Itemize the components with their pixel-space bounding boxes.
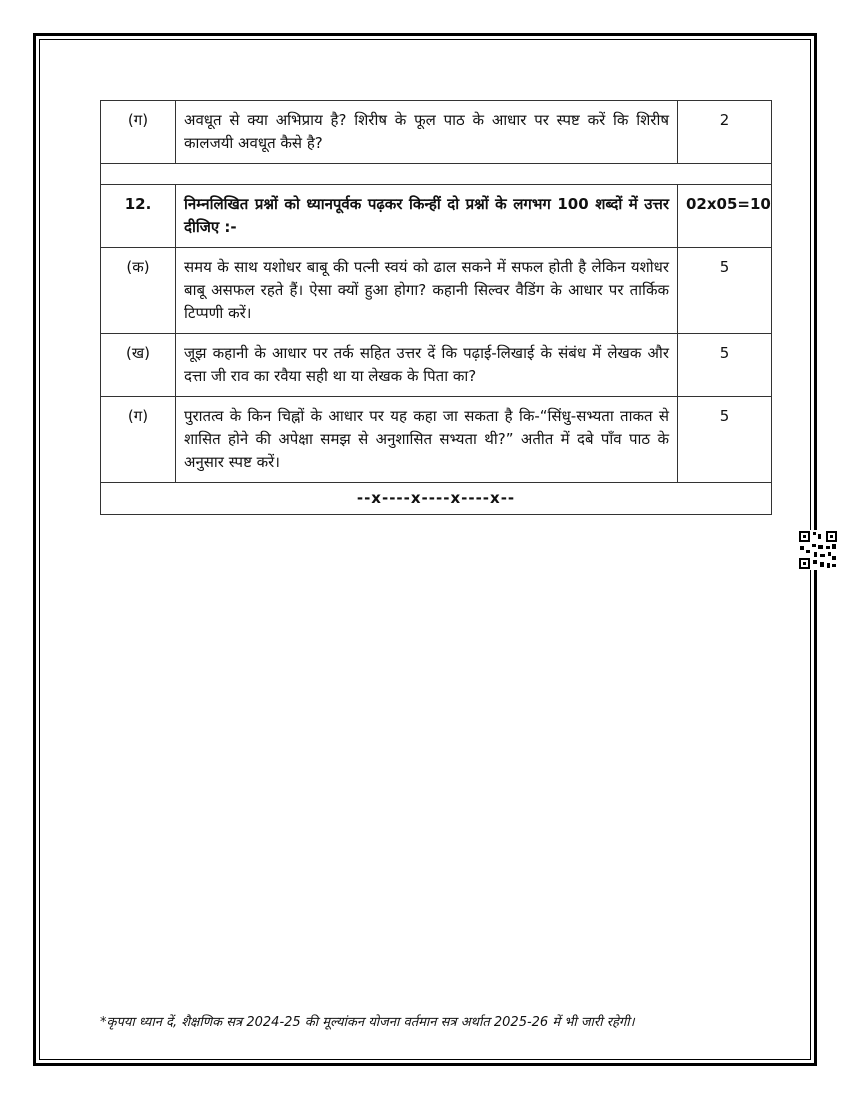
question-marks: 5: [678, 397, 772, 483]
question-text: अवधूत से क्या अभिप्राय है? शिरीष के फूल पाठ के आधार पर स्पष्ट करें कि शिरीष कालजयी अवधूत कैसे है?: [176, 101, 678, 164]
qr-code-icon: [798, 530, 838, 570]
question-number: (ग): [101, 101, 176, 164]
table-end-row: [101, 483, 772, 515]
question-marks: 5: [678, 248, 772, 334]
question-marks: 2: [678, 101, 772, 164]
question-number: (क): [101, 248, 176, 334]
question-marks: 5: [678, 334, 772, 397]
question-text: पुरातत्व के किन चिह्नों के आधार पर यह कहा जा सकता है कि-“सिंधु-सभ्यता ताकत से शासित होने की अपेक्षा समझ से अनुशासित सभ्यता थी?” अतीत में दबे पाँव पाठ के अनुसार स्पष्ट करें।: [176, 397, 678, 483]
spacer-cell: [101, 164, 772, 185]
question-number: 12.: [101, 185, 176, 248]
table-row: [101, 334, 772, 397]
table-spacer-row: [101, 164, 772, 185]
table-row: [101, 248, 772, 334]
question-text: जूझ कहानी के आधार पर तर्क सहित उत्तर दें कि पढ़ाई-लिखाई के संबंध में लेखक और दत्ता जी राव का रवैया सही था या लेखक के पिता का?: [176, 334, 678, 397]
question-number: (ग): [101, 397, 176, 483]
question-marks: 02x05=10: [678, 185, 772, 248]
question-text: समय के साथ यशोधर बाबू की पत्नी स्वयं को ढाल सकने में सफल होती है लेकिन यशोधर बाबू असफल रहते हैं। ऐसा क्यों हुआ होगा? कहानी सिल्वर वैडिंग के आधार पर तार्किक टिप्पणी करें।: [176, 248, 678, 334]
table-row: [101, 101, 772, 164]
table-row-question-12: [101, 185, 772, 248]
question-instruction: निम्नलिखित प्रश्नों को ध्यानपूर्वक पढ़कर किन्हीं दो प्रश्नों के लगभग 100 शब्दों में उत्तर दीजिए :-: [176, 185, 678, 248]
question-table: [100, 100, 772, 515]
footnote: *कृपया ध्यान दें, शैक्षणिक सत्र 2024-25 की मूल्यांकन योजना वर्तमान सत्र अर्थात 2025-26 में भी जारी रहेगी।: [100, 1015, 635, 1030]
table-row: [101, 397, 772, 483]
end-marker: --x----x----x----x--: [101, 483, 772, 515]
question-number: (ख): [101, 334, 176, 397]
